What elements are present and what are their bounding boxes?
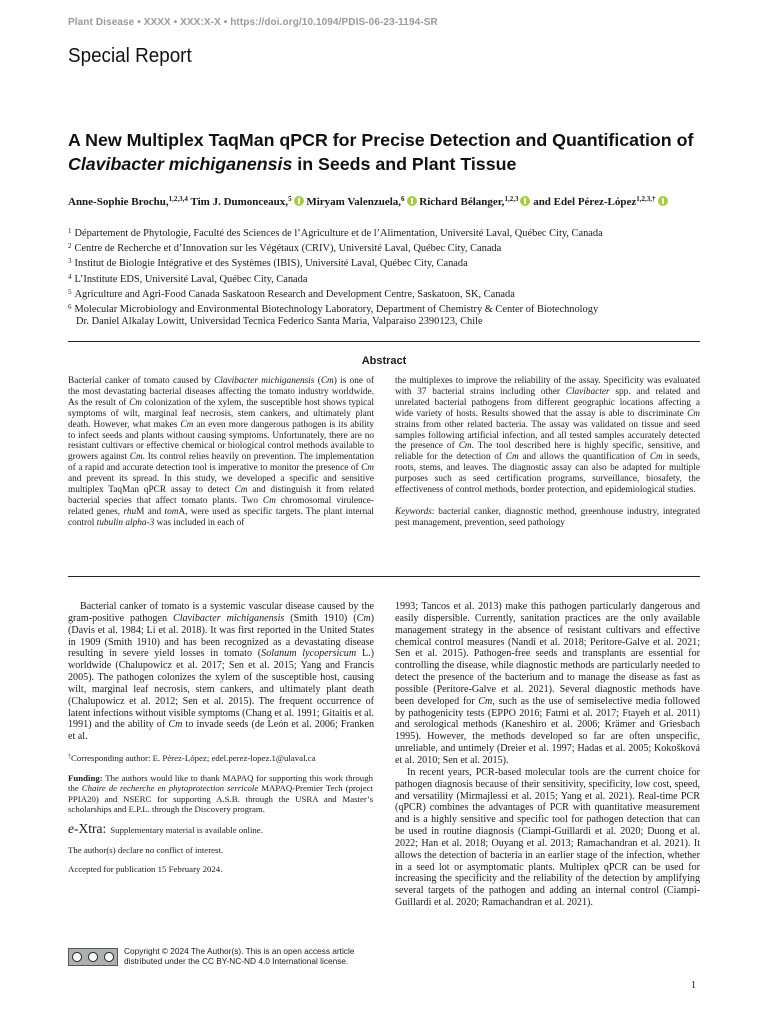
keywords-text: : bacterial canker, diagnostic method, greenhouse industry, integrated pest management, prevention, seed pathology	[395, 506, 700, 528]
conflict-note: The author(s) declare no conflict of interest.	[68, 844, 224, 855]
running-head: Plant Disease • XXXX • XXX:X-X • https://doi.org/10.1094/PDIS-06-23-1194-SR	[68, 17, 438, 28]
author-name: Anne-Sophie Brochu,	[68, 196, 169, 208]
affiliation-continuation: Dr. Daniel Alkalay Lowitt, Universidad Tecnica Federico Santa Maria, Valparaiso 2390123, Chile	[76, 316, 483, 328]
body-right-column	[395, 601, 700, 909]
author-name: and Edel Pérez-López	[533, 196, 637, 208]
author-affiliation-marker: 1,2,3,4	[168, 195, 188, 203]
top-divider	[68, 341, 700, 342]
footnotes	[68, 752, 373, 884]
page-number: 1	[691, 980, 696, 991]
orcid-icon[interactable]	[294, 196, 304, 206]
author-affiliation-marker: 1,2,3	[504, 195, 519, 203]
article-title	[68, 128, 708, 176]
abstract-bottom-divider	[68, 576, 700, 577]
license-text: Copyright © 2024 The Author(s). This is an open access article distributed under the CC BY-NC-ND 4.0 International license.	[124, 946, 355, 966]
affiliation-item: $^1$ Département de Phytologie, Faculté des Sciences de l’Agriculture et de l’Alimentation, Université Laval, Québec City, Canada	[68, 227, 603, 239]
keywords-label: Keywords	[395, 506, 432, 517]
keywords	[395, 507, 700, 529]
extra-note	[68, 820, 373, 836]
orcid-icon[interactable]	[407, 196, 417, 206]
section-label: Special Report	[68, 44, 192, 67]
author-name: Richard Bélanger,	[419, 196, 505, 208]
affiliation-item: $^4$ L’Institute EDS, Université Laval, Québec City, Canada	[68, 272, 308, 285]
body-paragraph-2: In recent years, PCR-based molecular tools are the current choice for pathogen diagnosis because of their sensitivity, specificity, low cost, speed, and versatility (Mirmajlessi et al. 2015; Yang et al. 2021). Real-time PCR (qPCR) combines the advantages of PCR with quantitative measurement and is a highly sensitive and specific tool for pathogen detection that can be used in routine diagnosis (Ciampi-Guillardi et al. 2020; Duong et al. 2022; Han et al. 2018; Ouyang et al. 2013; Ramachandran et al. 2021). It allows the detection of bacteria in an earlier stage of the infection, whether in a seed lot or asymptomatic plants. Multiplex qPCR can be used for increasing the specificity and the reliability of the detection by amplifying several targets of the pathogen and adding an internal control (Ciampi-Guillardi et al. 2020; Ramachandran et al. 2021).	[395, 766, 700, 909]
affiliation-list	[68, 225, 718, 328]
orcid-icon[interactable]	[520, 196, 530, 206]
cc-license-icon	[68, 948, 118, 966]
funding-note: Funding: The authors would like to thank MAPAQ for supporting this work through the Chaire de recherche en phytoprotection serricole MAPAQ-Premier Tech (project PPIA20) and NSERC for supporting A.S.B. through the USRA and Master’s scholarships and E.P.L. through the Discovery program.	[68, 772, 374, 815]
affiliation-item: $^2$ Centre de Recherche et d’Innovation sur les Végétaux (CRIV), Université Laval, Québec City, Canada	[68, 242, 502, 255]
title-line-1: A New Multiplex TaqMan qPCR for Precise Detection and Quantification of	[68, 130, 694, 150]
body-left-column	[68, 601, 374, 743]
body-paragraph-1-cont: 1993; Tancos et al. 2013) make this pathogen particularly dangerous and easily dispersible. Currently, sanitation practices are the only available management strategy in the absence of resistant cultivars and effective chemical control measures (Nandi et al. 2018; Peritore-Galve et al. 2021; Sen et al. 2015). Pathogen-free seeds and transplants are essential for controlling the disease, while diagnostic methods are particularly needed to detect the presence of the bacterium and to manage the disease as fast as possible (Peritore-Galve et al. 2021). Several diagnostic methods have been developed for Cm, such as the use of semiselective media followed by pathogenicity tests (EPPO 2016; Fatmi et al. 2017; Ftayeh et al. 2011) and serological methods (Kaneshiro et al. 2006; Krämer and Griesbach 1995). However, the methods developed so far are often unspecific, unreliable, and untimely (Dreier et al. 1997; Hadas et al. 2005; Kokošková et al. 2010; Sen et al. 2015).	[395, 601, 701, 766]
title-species: Clavibacter michiganensis	[68, 154, 293, 174]
author-affiliation-marker: 6	[401, 195, 405, 203]
orcid-icon[interactable]	[658, 196, 668, 206]
abstract-heading: Abstract	[361, 355, 407, 367]
affiliation-item: $^5$ Agriculture and Agri-Food Canada Saskatoon Research and Development Centre, Saskatoon, SK, Canada	[68, 287, 515, 300]
author-list	[68, 191, 718, 210]
body-paragraph-1: Bacterial canker of tomato is a systemic vascular disease caused by the gram-positive pathogen Clavibacter michiganensis (Smith 1910) (Cm) (Davis et al. 1984; Li et al. 2018). It was first reported in the United States in 1909 (Smith 1910) and has been recognized as a devastating disease resulting in severe yield losses in tomato (Solanum lycopersicum L.) worldwide (Chalupowicz et al. 2017; Sen et al. 2015; Yang and Francis 2005). The pathogen colonizes the xylem of the susceptible host, causing wilt, marginal leaf necrosis, stem cankers, and ultimately plant death (Chalupowicz et al. 2012; Sen et al. 2015). The frequent occurrence of latent infections without visible symptoms (Chang et al. 1991; Gitaitis et al. 1991) and the ability of Cm to invade seeds (de León et al. 2006; Franken et al.	[68, 601, 375, 743]
author-name: Tim J. Dumonceaux,	[190, 196, 289, 208]
author-name: Miryam Valenzuela,	[306, 196, 402, 208]
extra-logo: e-Xtra:	[68, 820, 107, 836]
abstract-left-column	[68, 376, 374, 529]
abstract-right-column	[395, 376, 700, 529]
abstract-text-right: the multiplexes to improve the reliability of the assay. Specificity was evaluated with 37 bacterial strains including other Clavibacter spp. and related and unrelated bacterial pathogens from different geographic locations affecting a wide variety of hosts. Results showed that the assay is able to discriminate Cm strains from other related bacteria. The assay was validated on tissue and seed samples following artificial infection, and all tested samples accurately detected the presence of Cm. The tool described here is highly specific, sensitive, and reliable for the detection of Cm and allows the quantification of Cm in seeds, roots, stems, and leaves. The diagnostic assay can also be adapted for multiple purposes such as seed certification programs, surveillance, biosafety, the effectiveness of control methods, border protection, and epidemiological studies.	[395, 376, 701, 496]
funding-label: Funding:	[68, 772, 103, 783]
author-affiliation-marker: 1,2,3,†	[636, 195, 656, 203]
extra-text: Supplementary material is available online.	[110, 824, 263, 835]
corresponding-author: †Corresponding author: E. Pérez-López; edel.perez-lopez.1@ulaval.ca	[68, 753, 316, 763]
license-box	[68, 946, 378, 966]
accepted-note: Accepted for publication 15 February 2024.	[68, 864, 223, 875]
author-affiliation-marker: 5	[288, 195, 292, 203]
affiliation-item: $^3$ Institut de Biologie Intégrative et des Systèmes (IBIS), Université Laval, Québec City, Canada	[68, 257, 468, 270]
affiliation-item: $^6$ Molecular Microbiology and Environmental Biotechnology Laboratory, Department of Chemistry & Center of Biotechnology	[68, 303, 599, 316]
title-rest: in Seeds and Plant Tissue	[292, 154, 517, 174]
abstract-text-left: Bacterial canker of tomato caused by Clavibacter michiganensis (Cm) is one of the most devastating bacterial diseases affecting the tomato industry worldwide. As the result of Cm colonization of the xylem, the susceptible host shows typical symptoms of wilt, marginal leaf necrosis, stem cankers, and ultimately plant death. However, what makes Cm an even more dangerous pathogen is its ability to infect seeds and plants without causing symptoms. Unfortunately, there are no resistant cultivars or effective chemical or biological control methods available to growers against Cm. Its control relies heavily on prevention. The implementation of a rapid and accurate detection tool is imperative to monitor the presence of Cm and prevent its spread. In this study, we developed a specific and sensitive multiplex TaqMan qPCR assay to detect Cm and distinguish it from related bacterial species that affect tomato plants. Two Cm chromosomal virulence-related genes, rhuM and tomA, were used as specific targets. The plant internal control tubulin alpha-3 was included in each of	[68, 376, 375, 528]
